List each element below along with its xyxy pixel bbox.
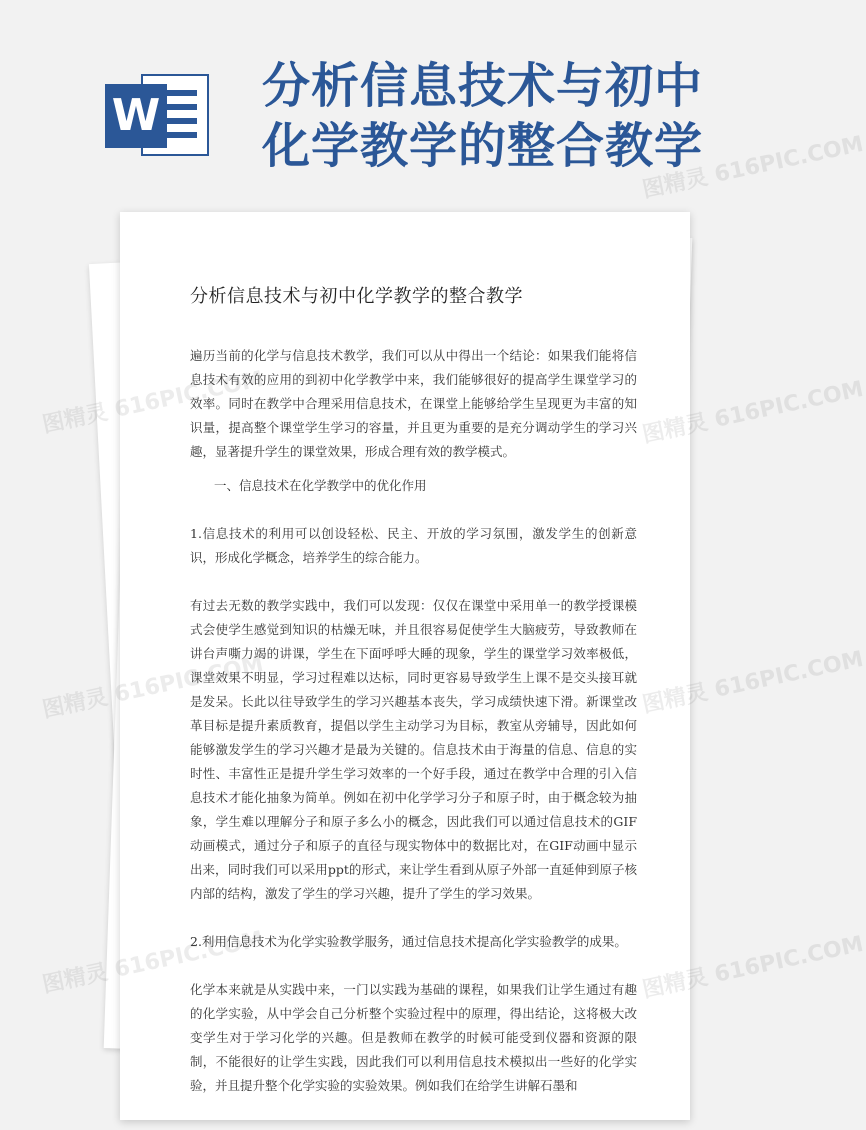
- watermark: 图精灵: [40, 959, 111, 999]
- watermark: 图精灵 616PIC.COM: [640, 131, 866, 204]
- word-w-badge: W: [105, 84, 167, 148]
- watermark: 图精灵: [40, 399, 111, 439]
- document-heading: 分析信息技术与初中化学教学的整合教学: [262, 58, 704, 174]
- watermark: 图精灵 616PIC.COM: [640, 931, 866, 1004]
- watermark: 图精灵 616PIC.COM: [640, 376, 866, 449]
- document-page: [120, 212, 690, 1120]
- document-body: [190, 344, 637, 1098]
- point-1-heading: 1.信息技术的利用可以创设轻松、民主、开放的学习氛围，激发学生的创新意识，形成化学概念，培养学生的综合能力。: [190, 526, 637, 565]
- watermark: 图精灵: [40, 684, 111, 724]
- paragraph-point-2: 化学本来就是从实践中来，一门以实践为基础的课程，如果我们让学生通过有趣的化学实验，从中学会自己分析整个实验过程中的原理，得出结论，这将极大改变学生对于学习化学的兴趣。但是教师在教学的时候可能受到仪器和资源的限制，不能很好的让学生实践，因此我们可以利用信息技术模拟出一些好的化学实验，并且提升整个化学实验的实验效果。例如我们在给学生讲解石墨和: [190, 982, 637, 1093]
- paragraph-point-1: 有过去无数的教学实践中，我们可以发现：仅仅在课堂中采用单一的教学授课模式会使学生感觉到知识的枯燥无味，并且很容易促使学生大脑疲劳，导致教师在讲台声嘶力竭的讲课，学生在下面呼呼大睡的现象，学生的课堂学习效率极低，课堂效果不明显，学习过程难以达标，同时更容易导致学生上课不是交头接耳就是发呆。长此以往导致学生的学习兴趣基本丧失，学习成绩快速下滑。新课堂改革目标是提升素质教育，提倡以学生主动学习为目标，教室从旁辅导，因此如何能够激发学生的学习兴趣才是最为关键的。信息技术由于海量的信息、信息的实时性、丰富性正是提升学生学习效率的一个好手段，通过在教学中合理的引入信息技术才能化抽象为简单。例如在初中化学学习分子和原子时，由于概念较为抽象，学生难以理解分子和原子多么小的概念，因此我们可以通过信息技术的GIF动画模式，通过分子和原子的直径与现实物体中的数据比对，在GIF动画中显示出来，同时我们可以采用ppt的形式，来让学生看到从原子外部一直延伸到原子核内部的结构，激发了学生的学习兴趣，提升了学生的学习效果。: [190, 598, 637, 901]
- paragraph-intro: 遍历当前的化学与信息技术教学，我们可以从中得出一个结论：如果我们能将信息技术有效的应用的到初中化学教学中来，我们能够很好的提高学生课堂学习的效率。同时在教学中合理采用信息技术，在课堂上能够给学生呈现更为丰富的知识量，提高整个课堂学生学习的容量，并且更为重要的是充分调动学生的学习兴趣，显著提升学生的课堂效果，形成合理有效的教学模式。: [190, 348, 637, 459]
- page-header: [0, 0, 800, 190]
- page-title: 分析信息技术与初中化学教学的整合教学: [190, 286, 523, 307]
- watermark: 图精灵 616PIC.COM: [640, 646, 866, 719]
- section-heading: 一、信息技术在化学教学中的优化作用: [214, 478, 427, 493]
- point-2-heading: 2.利用信息技术为化学实验教学服务，通过信息技术提高化学实验教学的成果。: [190, 934, 627, 949]
- word-document-icon: [105, 70, 215, 160]
